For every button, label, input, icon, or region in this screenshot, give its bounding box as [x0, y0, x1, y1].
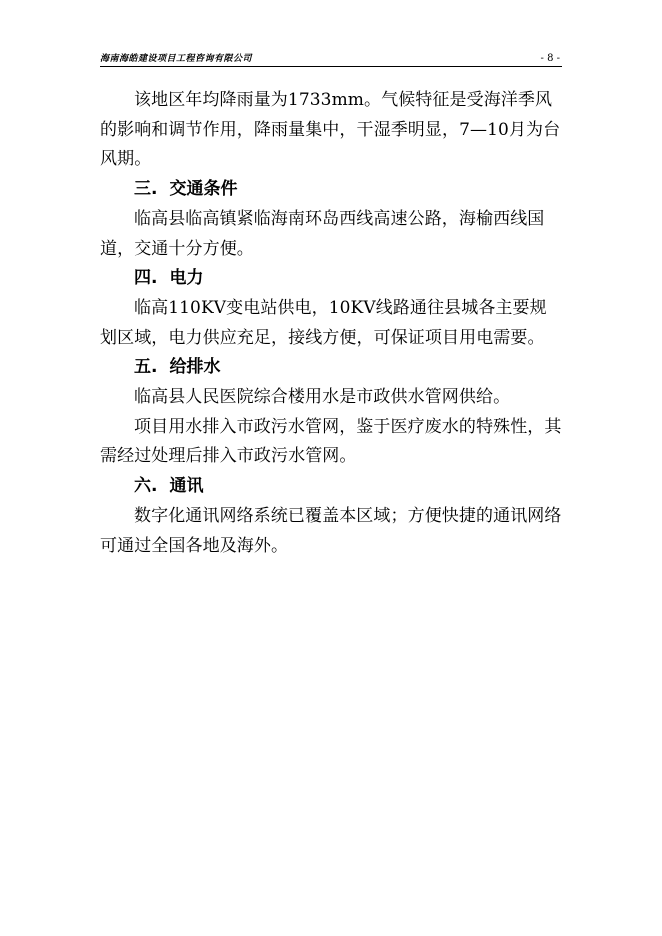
section-number: 六.	[134, 476, 158, 497]
header-company-name: 海南海皓建设项目工程咨询有限公司	[100, 54, 253, 64]
section-heading-water	[100, 353, 562, 383]
paragraph-transport: 临高县临高镇紧临海南环岛西线高速公路，海榆西线国道，交通十分方便。	[100, 208, 545, 259]
section-number: 三.	[134, 179, 158, 200]
section-number: 五.	[134, 357, 158, 378]
section-title: 通讯	[169, 476, 204, 497]
paragraph-communication: 数字化通讯网络系统已覆盖本区域；方便快捷的通讯网络可通过全国各地及海外。	[100, 505, 562, 556]
header-page-number: - 8 -	[540, 53, 560, 64]
page-header	[100, 52, 562, 67]
document-body	[100, 86, 562, 561]
paragraph-drainage: 项目用水排入市政污水管网，鉴于医疗废水的特殊性，其需经过处理后排入市政污水管网。	[100, 416, 562, 467]
section-heading-transport	[100, 175, 562, 205]
section-title: 给排水	[169, 357, 221, 378]
paragraph-power: 临高110KV变电站供电，10KV线路通往县城各主要规划区域，电力供应充足，接线方便，可保证项目用电需要。	[100, 297, 547, 348]
paragraph-rainfall: 该地区年均降雨量为1733mm。气候特征是受海洋季风的影响和调节作用，降雨量集中，干湿季明显，7—10月为台风期。	[100, 90, 561, 170]
section-title: 电力	[169, 268, 204, 289]
section-heading-power	[100, 264, 562, 294]
section-number: 四.	[134, 268, 158, 289]
paragraph-water-supply: 临高县人民医院综合楼用水是市政供水管网供给。	[134, 387, 511, 408]
section-title: 交通条件	[169, 179, 238, 200]
section-heading-communication	[100, 472, 562, 502]
